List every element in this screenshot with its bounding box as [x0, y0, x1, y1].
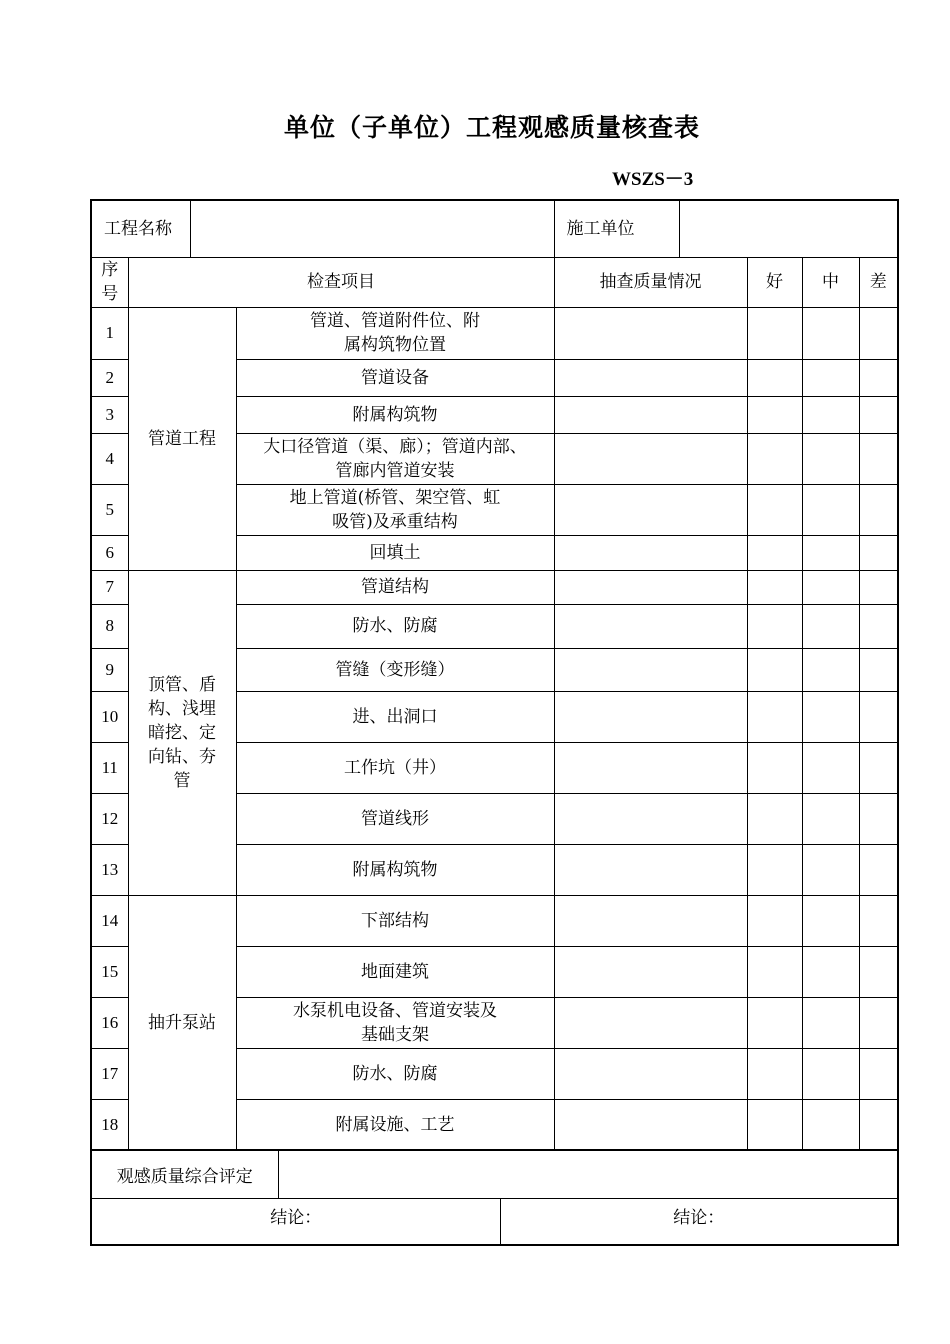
row-seq: 2	[91, 359, 128, 396]
good-cell[interactable]	[747, 604, 802, 648]
row-seq: 14	[91, 895, 128, 946]
row-item: 大口径管道（渠、廊）；管道内部、管廊内管道安装	[236, 433, 554, 484]
sampling-cell[interactable]	[554, 648, 747, 691]
medium-cell[interactable]	[802, 997, 859, 1048]
row-seq: 11	[91, 742, 128, 793]
sampling-cell[interactable]	[554, 604, 747, 648]
good-cell[interactable]	[747, 946, 802, 997]
medium-cell[interactable]	[802, 793, 859, 844]
poor-cell[interactable]	[859, 1048, 898, 1099]
medium-cell[interactable]	[802, 742, 859, 793]
page-title: 单位（子单位）工程观感质量核查表	[283, 113, 700, 142]
row-seq: 17	[91, 1048, 128, 1099]
medium-cell[interactable]	[802, 604, 859, 648]
project-name-field[interactable]	[190, 200, 554, 257]
table-row	[91, 570, 898, 604]
row-item: 回填土	[236, 535, 554, 570]
poor-cell[interactable]	[859, 844, 898, 895]
column-medium: 中	[802, 257, 859, 307]
column-poor: 差	[859, 257, 898, 307]
sampling-cell[interactable]	[554, 997, 747, 1048]
row-item: 附属构筑物	[236, 844, 554, 895]
poor-cell[interactable]	[859, 648, 898, 691]
row-item: 附属设施、工艺	[236, 1099, 554, 1150]
column-seq: 序号	[91, 257, 128, 307]
column-sampling: 抽查质量情况	[554, 257, 747, 307]
row-item: 管道结构	[236, 570, 554, 604]
medium-cell[interactable]	[802, 946, 859, 997]
medium-cell[interactable]	[802, 484, 859, 535]
poor-cell[interactable]	[859, 535, 898, 570]
row-seq: 13	[91, 844, 128, 895]
row-seq: 16	[91, 997, 128, 1048]
row-seq: 15	[91, 946, 128, 997]
conclusion-table	[90, 1149, 899, 1246]
medium-cell[interactable]	[802, 433, 859, 484]
column-item: 检查项目	[128, 257, 554, 307]
medium-cell[interactable]	[802, 359, 859, 396]
conclusion-row	[91, 1199, 898, 1245]
sampling-cell[interactable]	[554, 793, 747, 844]
row-seq: 7	[91, 570, 128, 604]
category-pump: 抽升泵站	[128, 895, 236, 1150]
sampling-cell[interactable]	[554, 844, 747, 895]
sampling-cell[interactable]	[554, 570, 747, 604]
row-seq: 9	[91, 648, 128, 691]
good-cell[interactable]	[747, 648, 802, 691]
overall-field[interactable]	[278, 1150, 898, 1199]
header-row	[91, 200, 898, 257]
table-row	[91, 895, 898, 946]
good-cell[interactable]	[747, 484, 802, 535]
category-pipe: 管道工程	[128, 307, 236, 570]
row-seq: 10	[91, 691, 128, 742]
form-code: WSZS－3	[612, 169, 694, 190]
sampling-cell[interactable]	[554, 691, 747, 742]
good-cell[interactable]	[747, 691, 802, 742]
poor-cell[interactable]	[859, 359, 898, 396]
overall-label: 观感质量综合评定	[91, 1150, 278, 1199]
good-cell[interactable]	[747, 895, 802, 946]
poor-cell[interactable]	[859, 484, 898, 535]
column-good: 好	[747, 257, 802, 307]
sampling-cell[interactable]	[554, 1048, 747, 1099]
row-seq: 18	[91, 1099, 128, 1150]
row-item: 进、出洞口	[236, 691, 554, 742]
good-cell[interactable]	[747, 433, 802, 484]
inspection-table	[90, 199, 899, 1151]
poor-cell[interactable]	[859, 433, 898, 484]
sampling-cell[interactable]	[554, 359, 747, 396]
conclusion-right[interactable]: 结论：	[500, 1199, 898, 1245]
poor-cell[interactable]	[859, 895, 898, 946]
poor-cell[interactable]	[859, 570, 898, 604]
row-item: 下部结构	[236, 895, 554, 946]
poor-cell[interactable]	[859, 742, 898, 793]
sampling-cell[interactable]	[554, 433, 747, 484]
row-item: 地上管道(桥管、架空管、虹吸管)及承重结构	[236, 484, 554, 535]
contractor-field[interactable]	[679, 200, 898, 257]
sampling-cell[interactable]	[554, 895, 747, 946]
poor-cell[interactable]	[859, 307, 898, 359]
project-name-label: 工程名称	[91, 200, 190, 257]
row-seq: 8	[91, 604, 128, 648]
good-cell[interactable]	[747, 535, 802, 570]
good-cell[interactable]	[747, 793, 802, 844]
medium-cell[interactable]	[802, 844, 859, 895]
row-item: 水泵机电设备、管道安装及基础支架	[236, 997, 554, 1048]
poor-cell[interactable]	[859, 997, 898, 1048]
good-cell[interactable]	[747, 1048, 802, 1099]
row-seq: 1	[91, 307, 128, 359]
medium-cell[interactable]	[802, 895, 859, 946]
row-item: 管道线形	[236, 793, 554, 844]
poor-cell[interactable]	[859, 793, 898, 844]
medium-cell[interactable]	[802, 396, 859, 433]
poor-cell[interactable]	[859, 946, 898, 997]
category-jacking: 顶管、盾构、浅埋暗挖、定向钻、夯管	[128, 570, 236, 895]
medium-cell[interactable]	[802, 1048, 859, 1099]
row-seq: 6	[91, 535, 128, 570]
sampling-cell[interactable]	[554, 484, 747, 535]
good-cell[interactable]	[747, 359, 802, 396]
poor-cell[interactable]	[859, 396, 898, 433]
poor-cell[interactable]	[859, 691, 898, 742]
medium-cell[interactable]	[802, 1099, 859, 1150]
row-item: 管道、管道附件位、附属构筑物位置	[236, 307, 554, 359]
medium-cell[interactable]	[802, 535, 859, 570]
good-cell[interactable]	[747, 570, 802, 604]
row-item: 防水、防腐	[236, 604, 554, 648]
sampling-cell[interactable]	[554, 535, 747, 570]
sampling-cell[interactable]	[554, 307, 747, 359]
good-cell[interactable]	[747, 1099, 802, 1150]
row-item: 防水、防腐	[236, 1048, 554, 1099]
row-item: 工作坑（井）	[236, 742, 554, 793]
column-header-row	[91, 257, 898, 307]
row-item: 附属构筑物	[236, 396, 554, 433]
good-cell[interactable]	[747, 997, 802, 1048]
sampling-cell[interactable]	[554, 396, 747, 433]
good-cell[interactable]	[747, 396, 802, 433]
row-item: 管缝（变形缝）	[236, 648, 554, 691]
medium-cell[interactable]	[802, 691, 859, 742]
row-seq: 4	[91, 433, 128, 484]
sampling-cell[interactable]	[554, 1099, 747, 1150]
row-item: 地面建筑	[236, 946, 554, 997]
medium-cell[interactable]	[802, 648, 859, 691]
sampling-cell[interactable]	[554, 742, 747, 793]
table-row	[91, 307, 898, 359]
poor-cell[interactable]	[859, 1099, 898, 1150]
sampling-cell[interactable]	[554, 946, 747, 997]
row-seq: 12	[91, 793, 128, 844]
row-item: 管道设备	[236, 359, 554, 396]
good-cell[interactable]	[747, 742, 802, 793]
contractor-label: 施工单位	[554, 200, 679, 257]
row-seq: 5	[91, 484, 128, 535]
good-cell[interactable]	[747, 844, 802, 895]
good-cell[interactable]	[747, 307, 802, 359]
medium-cell[interactable]	[802, 570, 859, 604]
poor-cell[interactable]	[859, 604, 898, 648]
overall-row	[91, 1150, 898, 1199]
row-seq: 3	[91, 396, 128, 433]
conclusion-left[interactable]: 结论：	[91, 1199, 500, 1245]
medium-cell[interactable]	[802, 307, 859, 359]
